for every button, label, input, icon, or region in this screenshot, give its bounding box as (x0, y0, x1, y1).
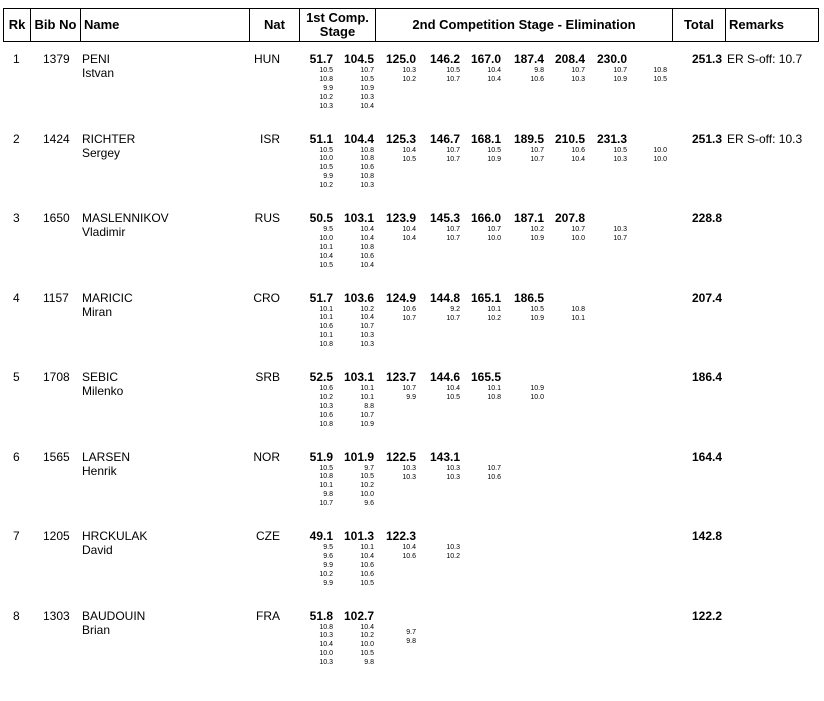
stage1-shot: 10.7 (360, 411, 374, 419)
bib-cell: 1424 (43, 131, 70, 146)
stage2-total: 125.0 (385, 52, 416, 66)
stage2-shot: 10.7 (613, 235, 627, 242)
header-total: Total (673, 9, 726, 42)
stage1-shot: 10.5 (319, 261, 333, 269)
stage1-shot: 10.4 (360, 552, 374, 560)
stage1-shot: 10.4 (319, 252, 333, 260)
stage1-shot: 10.4 (360, 623, 374, 631)
stage2-shot: 10.3 (613, 226, 627, 233)
athlete-row (0, 609, 824, 689)
stage1-shot: 10.8 (360, 173, 374, 181)
stage1-shot: 10.5 (319, 146, 333, 154)
stage1-series-total: 50.5 (309, 211, 333, 225)
stage1-shot: 9.7 (364, 464, 374, 472)
total-cell: 251.3 (691, 131, 722, 146)
stage1-shot: 10.6 (360, 561, 374, 569)
athlete-last-name: MARICIC (82, 290, 133, 305)
stage1-shot: 9.9 (323, 173, 333, 181)
stage2-total: 208.4 (554, 52, 585, 66)
rank-cell: 5 (13, 370, 20, 384)
stage2-shot: 10.9 (530, 235, 544, 242)
rank-cell: 3 (13, 211, 20, 225)
stage1-shot: 10.0 (319, 234, 333, 242)
stage1-shot: 10.3 (319, 402, 333, 410)
stage2-shot: 10.3 (613, 155, 627, 163)
stage2-total: 168.1 (470, 131, 501, 146)
stage2-shot: 10.5 (402, 155, 416, 163)
stage2-shot: 10.6 (402, 553, 416, 560)
stage1-shot: 10.1 (319, 243, 333, 251)
stage2-shot: 10.7 (446, 76, 460, 83)
stage1-shot: 10.8 (319, 341, 333, 349)
stage2-total: 166.0 (470, 211, 501, 225)
athlete-last-name: MASLENNIKOV (82, 211, 169, 225)
nation-cell: CZE (256, 529, 280, 543)
stage1-series-total: 51.9 (309, 449, 333, 464)
stage2-shot: 10.3 (402, 464, 416, 472)
stage1-series-total: 51.8 (309, 608, 333, 623)
stage2-total: 165.1 (470, 290, 501, 305)
stage2-shot: 10.7 (613, 67, 627, 74)
stage2-shot: 10.1 (487, 385, 501, 392)
athlete-row (0, 370, 824, 450)
stage1-series-total: 101.9 (343, 449, 374, 464)
stage2-shot: 10.6 (402, 305, 416, 313)
header-nat: Nat (250, 9, 300, 42)
stage1-shot: 10.4 (360, 234, 374, 242)
stage1-shot: 10.2 (360, 482, 374, 490)
stage2-shot: 10.3 (446, 473, 460, 481)
stage2-total: 145.3 (429, 211, 460, 225)
stage2-total: 122.5 (385, 449, 416, 464)
total-cell: 228.8 (691, 211, 722, 225)
stage2-shot: 10.0 (571, 235, 585, 242)
athlete-last-name: RICHTER (82, 131, 136, 146)
stage2-shot: 9.8 (534, 67, 544, 74)
stage2-total: 230.0 (596, 52, 627, 66)
rank-cell: 6 (13, 449, 20, 464)
stage2-shot: 10.3 (571, 76, 585, 83)
nation-cell: CRO (253, 290, 280, 305)
stage2-shot: 10.7 (446, 146, 460, 154)
athlete-row (0, 529, 824, 609)
stage1-shot: 10.8 (319, 473, 333, 481)
stage2-shot: 10.7 (487, 226, 501, 233)
stage1-shot: 10.3 (360, 332, 374, 340)
stage1-shot: 10.2 (319, 93, 333, 101)
stage1-shot: 10.1 (360, 393, 374, 401)
stage2-shot: 10.9 (530, 314, 544, 322)
rank-cell: 8 (13, 608, 20, 623)
stage2-total: 210.5 (554, 131, 585, 146)
stage1-shot: 10.8 (360, 155, 374, 163)
stage2-shot: 10.7 (402, 314, 416, 322)
athlete-first-name: Vladimir (82, 225, 126, 239)
stage1-shot: 10.2 (319, 570, 333, 578)
stage1-shot: 10.7 (360, 67, 374, 74)
stage2-shot: 10.6 (530, 76, 544, 83)
stage1-shot: 10.5 (360, 579, 374, 587)
stage2-total: 123.9 (385, 211, 416, 225)
stage2-shot: 10.1 (487, 305, 501, 313)
stage2-shot: 10.7 (571, 226, 585, 233)
stage1-series-total: 101.3 (343, 529, 374, 543)
stage2-shot: 10.3 (402, 473, 416, 481)
stage2-shot: 10.5 (487, 146, 501, 154)
total-cell: 142.8 (691, 529, 722, 543)
stage1-shot: 10.6 (360, 164, 374, 172)
stage1-series-total: 51.1 (309, 131, 333, 146)
stage1-shot: 9.6 (323, 552, 333, 560)
total-cell: 122.2 (691, 608, 722, 623)
stage2-total: 144.8 (429, 290, 460, 305)
stage1-shot: 10.6 (319, 411, 333, 419)
header-second-stage: 2nd Competition Stage - Elimination (376, 9, 673, 42)
stage1-series-total: 49.1 (309, 529, 333, 543)
bib-cell: 1379 (43, 52, 70, 66)
bib-cell: 1303 (43, 608, 70, 623)
stage2-shot: 10.7 (530, 146, 544, 154)
remarks-cell: ER S-off: 10.3 (727, 131, 803, 146)
stage1-shot: 10.4 (319, 641, 333, 649)
stage2-shot: 10.2 (530, 226, 544, 233)
athlete-first-name: Milenko (82, 384, 124, 398)
stage2-shot: 10.4 (571, 155, 585, 163)
stage2-total: 165.5 (470, 370, 501, 384)
stage2-total: 187.4 (513, 52, 544, 66)
stage1-shot: 9.9 (323, 84, 333, 92)
stage1-shot: 10.8 (319, 420, 333, 428)
nation-cell: ISR (259, 131, 280, 146)
stage1-shot: 10.8 (360, 146, 374, 154)
stage2-shot: 9.8 (406, 638, 416, 645)
bib-cell: 1565 (43, 449, 70, 464)
stage2-shot: 10.4 (487, 67, 501, 74)
header-remarks: Remarks (726, 9, 819, 42)
bib-cell: 1650 (43, 211, 70, 225)
stage1-shot: 10.0 (319, 650, 333, 658)
stage1-shot: 10.3 (360, 182, 374, 190)
athlete-last-name: LARSEN (82, 449, 131, 464)
total-cell: 186.4 (691, 370, 722, 384)
stage1-shot: 8.8 (364, 402, 374, 410)
stage2-shot: 10.1 (571, 314, 585, 322)
athlete-last-name: SEBIC (82, 370, 119, 384)
stage1-shot: 10.4 (360, 102, 374, 110)
stage2-shot: 10.4 (402, 146, 416, 154)
nation-cell: HUN (254, 52, 280, 66)
total-cell: 207.4 (691, 290, 722, 305)
nation-cell: FRA (256, 608, 280, 623)
stage1-shot: 10.5 (319, 67, 333, 74)
stage1-series-total: 51.7 (309, 52, 333, 66)
stage1-shot: 10.1 (319, 305, 333, 313)
stage1-shot: 10.1 (360, 544, 374, 551)
stage2-shot: 10.5 (653, 76, 667, 83)
nation-cell: NOR (253, 449, 280, 464)
stage1-shot: 9.8 (364, 659, 374, 667)
stage2-shot: 10.8 (653, 67, 667, 74)
stage1-shot: 10.3 (319, 632, 333, 640)
stage1-shot: 10.5 (360, 473, 374, 481)
header-first-stage: 1st Comp. Stage (300, 9, 376, 42)
stage2-shot: 10.7 (487, 464, 501, 472)
rank-cell: 4 (13, 290, 20, 305)
stage2-shot: 10.0 (653, 155, 667, 163)
stage2-shot: 10.2 (402, 76, 416, 83)
athlete-first-name: Istvan (82, 66, 115, 80)
stage2-shot: 10.4 (402, 544, 416, 551)
stage1-shot: 10.8 (319, 623, 333, 631)
stage1-shot: 10.3 (319, 102, 333, 110)
stage2-shot: 10.9 (613, 76, 627, 83)
stage1-series-total: 51.7 (309, 290, 333, 305)
stage1-shot: 9.8 (323, 491, 333, 499)
total-cell: 164.4 (691, 449, 722, 464)
stage1-shot: 10.1 (319, 314, 333, 322)
stage2-shot: 10.3 (446, 464, 460, 472)
stage2-shot: 10.5 (446, 67, 460, 74)
nation-cell: RUS (254, 211, 280, 225)
header-name: Name (81, 9, 250, 42)
stage1-shot: 9.9 (323, 579, 333, 587)
stage2-shot: 10.3 (446, 544, 460, 551)
stage2-total: 231.3 (596, 131, 627, 146)
stage1-shot: 10.7 (360, 323, 374, 331)
athlete-first-name: Henrik (82, 463, 117, 478)
stage1-shot: 10.5 (319, 164, 333, 172)
stage2-total: 207.8 (554, 211, 585, 225)
stage2-total: 186.5 (513, 290, 544, 305)
stage1-shot: 10.4 (360, 314, 374, 322)
stage1-shot: 10.5 (360, 75, 374, 83)
stage1-shot: 10.4 (360, 261, 374, 269)
total-cell: 251.3 (691, 52, 722, 66)
stage1-shot: 10.4 (360, 226, 374, 233)
stage1-shot: 10.6 (360, 570, 374, 578)
stage2-shot: 10.4 (446, 385, 460, 392)
stage2-shot: 10.9 (530, 385, 544, 392)
stage2-shot: 10.0 (653, 146, 667, 154)
stage2-shot: 10.7 (571, 67, 585, 74)
stage2-shot: 10.3 (402, 67, 416, 74)
stage2-shot: 10.7 (446, 235, 460, 242)
stage1-shot: 9.9 (323, 561, 333, 569)
stage1-shot: 10.3 (319, 659, 333, 667)
stage2-shot: 10.4 (487, 76, 501, 83)
stage1-series-total: 103.1 (343, 370, 374, 384)
stage1-shot: 10.6 (360, 252, 374, 260)
stage1-shot: 10.2 (360, 632, 374, 640)
athlete-last-name: HRCKULAK (82, 529, 148, 543)
stage1-shot: 10.9 (360, 420, 374, 428)
stage2-shot: 10.8 (571, 305, 585, 313)
athlete-row (0, 450, 824, 530)
nation-cell: SRB (255, 370, 280, 384)
athlete-row (0, 52, 824, 132)
stage2-shot: 10.4 (402, 235, 416, 242)
stage1-shot: 10.3 (360, 93, 374, 101)
stage2-total: 189.5 (513, 131, 544, 146)
stage1-shot: 10.0 (319, 155, 333, 163)
stage1-series-total: 104.5 (343, 52, 374, 66)
stage1-shot: 10.5 (319, 464, 333, 472)
stage1-series-total: 102.7 (343, 608, 374, 623)
stage2-shot: 10.7 (530, 155, 544, 163)
athlete-first-name: David (82, 543, 113, 557)
stage1-shot: 10.9 (360, 84, 374, 92)
stage2-shot: 10.5 (530, 305, 544, 313)
stage2-total: 123.7 (385, 370, 416, 384)
stage1-shot: 9.5 (323, 226, 333, 233)
stage1-shot: 10.1 (319, 482, 333, 490)
athlete-first-name: Brian (82, 622, 111, 637)
stage1-shot: 10.3 (360, 341, 374, 349)
stage2-shot: 10.0 (487, 235, 501, 242)
stage1-shot: 10.2 (360, 305, 374, 313)
stage1-shot: 10.7 (319, 500, 333, 508)
header-rank: Rk (4, 9, 31, 42)
stage2-shot: 10.7 (446, 155, 460, 163)
stage2-total: 143.1 (429, 449, 460, 464)
remarks-cell: ER S-off: 10.7 (727, 52, 803, 66)
bib-cell: 1708 (43, 370, 70, 384)
stage1-series-total: 52.5 (309, 370, 333, 384)
results-header (3, 8, 819, 42)
rank-cell: 1 (13, 52, 20, 66)
rank-cell: 7 (13, 529, 20, 543)
stage2-shot: 9.7 (406, 628, 416, 636)
stage2-shot: 10.7 (402, 385, 416, 392)
stage2-shot: 10.6 (571, 146, 585, 154)
stage2-total: 167.0 (470, 52, 501, 66)
stage2-shot: 10.4 (402, 226, 416, 233)
stage2-shot: 10.0 (530, 394, 544, 401)
stage1-shot: 10.1 (360, 385, 374, 392)
athlete-row (0, 291, 824, 371)
athlete-first-name: Miran (82, 304, 113, 319)
stage1-shot: 10.5 (360, 650, 374, 658)
stage2-shot: 10.5 (446, 394, 460, 401)
athlete-row (0, 132, 824, 212)
stage2-shot: 9.2 (450, 305, 460, 313)
stage1-series-total: 103.6 (343, 290, 374, 305)
athlete-last-name: PENI (82, 52, 111, 66)
stage2-shot: 10.7 (446, 226, 460, 233)
stage2-shot: 10.2 (446, 553, 460, 560)
stage2-total: 122.3 (385, 529, 416, 543)
stage2-shot: 10.9 (487, 155, 501, 163)
stage1-series-total: 104.4 (343, 131, 374, 146)
athlete-first-name: Sergey (82, 145, 121, 160)
header-bib: Bib No (31, 9, 81, 42)
stage1-shot: 10.8 (360, 243, 374, 251)
stage2-shot: 10.6 (487, 473, 501, 481)
stage1-shot: 10.2 (319, 182, 333, 190)
athlete-last-name: BAUDOUIN (82, 608, 146, 623)
stage2-shot: 10.7 (446, 314, 460, 322)
stage1-series-total: 103.1 (343, 211, 374, 225)
stage2-total: 146.2 (429, 52, 460, 66)
stage1-shot: 9.6 (364, 500, 374, 508)
stage1-shot: 10.2 (319, 393, 333, 401)
stage1-shot: 10.1 (319, 332, 333, 340)
rank-cell: 2 (13, 131, 20, 146)
stage2-shot: 10.8 (487, 394, 501, 401)
athlete-row (0, 211, 824, 291)
stage2-shot: 10.5 (613, 146, 627, 154)
stage2-total: 125.3 (385, 131, 416, 146)
stage1-shot: 10.6 (319, 323, 333, 331)
stage2-total: 187.1 (513, 211, 544, 225)
stage2-shot: 10.2 (487, 314, 501, 322)
stage2-total: 144.6 (429, 370, 460, 384)
stage2-total: 146.7 (429, 131, 460, 146)
stage1-shot: 10.0 (360, 641, 374, 649)
stage1-shot: 9.5 (323, 544, 333, 551)
stage1-shot: 10.6 (319, 385, 333, 392)
bib-cell: 1157 (43, 290, 69, 305)
stage2-total: 124.9 (385, 290, 416, 305)
stage1-shot: 10.8 (319, 75, 333, 83)
stage2-shot: 9.9 (406, 394, 416, 401)
bib-cell: 1205 (43, 529, 70, 543)
stage1-shot: 10.0 (360, 491, 374, 499)
